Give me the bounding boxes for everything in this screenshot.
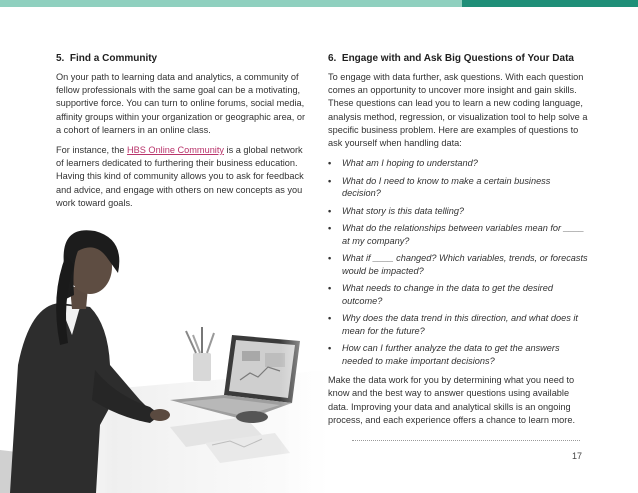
list-item — [328, 282, 590, 307]
bullet: • — [328, 283, 332, 294]
list-item — [328, 252, 590, 277]
list-item — [328, 222, 590, 247]
find-community-heading: 5. Find a Community — [56, 53, 158, 64]
bullet: • — [328, 158, 332, 169]
question-list — [328, 157, 590, 367]
bullet: • — [328, 175, 332, 186]
page-number: 17 — [571, 451, 582, 461]
hbs-paragraph-lead: For instance, the — [56, 145, 127, 156]
list-item — [328, 312, 590, 337]
question-text: What do the relationships between variables mean for ____ at my company? — [342, 223, 585, 246]
ask-questions-intro: To engage with data further, ask questions. With each question comes an opportunity to uncover more insight and gain skills. These questions can lead you to learn a new coding language, analysis method, regression, or visualization tool to help solve a specific business problem. Here are examples of questions to ask yourself when handling data: — [328, 72, 588, 149]
question-text: What am I hoping to understand? — [342, 158, 478, 169]
list-item — [328, 175, 590, 200]
ask-questions-heading: 6. Engage with and Ask Big Questions of Your Data — [328, 53, 574, 64]
bullet: • — [328, 343, 332, 354]
find-community-paragraph: On your path to learning data and analytics, a community of fellow professionals with the same goal can be a motivating, supportive force. You can turn to online forums, social media, affinity groups within your organization or geographic area, or a cohort of learners in an online class. — [56, 72, 306, 135]
question-text: What if ____ changed? Which variables, trends, or forecasts would be impacted? — [342, 253, 588, 276]
list-item — [328, 205, 590, 217]
woman-at-laptop-illustration — [0, 195, 330, 493]
bullet: • — [328, 223, 332, 234]
list-item — [328, 342, 590, 367]
footer-divider — [352, 440, 580, 441]
closing-paragraph: Make the data work for you by determining what you need to know and the best way to answer questions using available data. Improving your data and analytical skills is an ongoing process, and each experience offers a chance to learn more. — [328, 375, 576, 425]
question-text: What story is this data telling? — [342, 205, 465, 216]
question-text: How can I further analyze the data to get the answers needed to make important decisions? — [342, 343, 560, 366]
hbs-online-community-link[interactable]: HBS Online Community — [126, 145, 224, 156]
question-text: What do I need to know to make a certain business decision? — [342, 175, 551, 199]
left-column — [56, 52, 308, 217]
bullet: • — [328, 253, 332, 264]
hbs-community-paragraph — [56, 144, 308, 210]
top-accent-bar — [0, 0, 638, 7]
right-column — [328, 52, 590, 434]
top-accent-bar-dark — [462, 0, 638, 7]
question-text: What needs to change in the data to get the desired outcome? — [342, 283, 553, 306]
hbs-paragraph-rest: is a global network of learners dedicated to furthering their business education. Having this kind of community allows you to ask for feedback and advice, and engage with others on new concepts as you work toward goals. — [56, 145, 304, 208]
list-item — [328, 157, 590, 169]
bullet: • — [328, 205, 332, 216]
top-accent-bar-light — [0, 0, 462, 7]
bullet: • — [328, 313, 332, 324]
question-text: Why does the data trend in this direction, and what does it mean for the future? — [342, 313, 578, 336]
